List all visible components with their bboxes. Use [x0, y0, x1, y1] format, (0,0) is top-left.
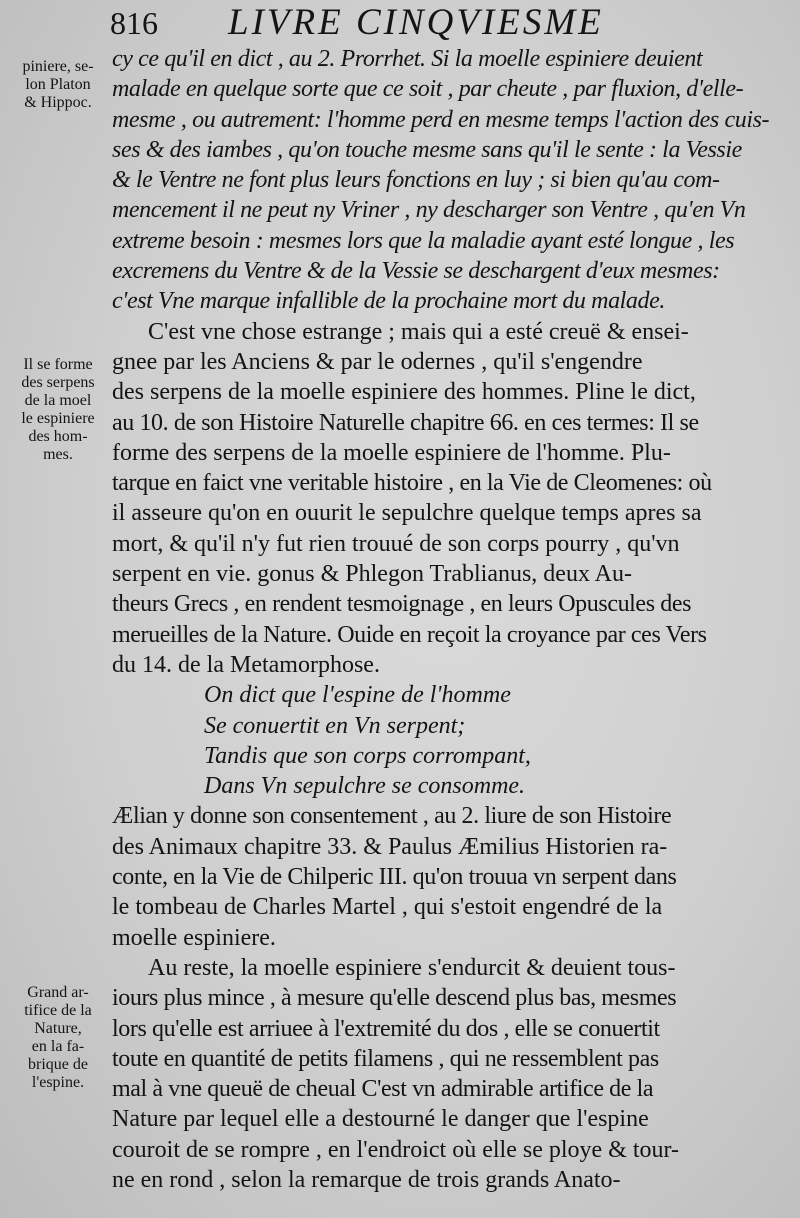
- text-line: mal à vne queuë de cheual C'est vn admirable artifice de la: [112, 1076, 654, 1103]
- text-line: extreme besoin : mesmes lors que la maladie ayant esté longue , les: [112, 227, 735, 254]
- text-line: malade en quelque sorte que ce soit , par cheute , par fluxion, d'elle-: [112, 76, 744, 103]
- margin-note-line: des hom-: [28, 428, 88, 445]
- text-line: le tombeau de Charles Martel , qui s'estoit engendré de la: [112, 894, 663, 921]
- text-line: excremens du Ventre & de la Vessie se deschargent d'eux mesmes:: [112, 258, 720, 285]
- text-line: C'est vne chose estrange ; mais qui a esté creuë & ensei-: [148, 318, 689, 345]
- margin-note-line: & Hippoc.: [24, 94, 92, 111]
- verse-line: Tandis que son corps corrompant,: [204, 742, 531, 769]
- text-line: mort, & qu'il n'y fut rien trouué de son corps pourry , qu'vn: [112, 530, 680, 557]
- text-line: & le Ventre ne font plus leurs fonctions en luy ; si bien qu'au com-: [112, 167, 720, 194]
- text-line: cy ce qu'il en dict , au 2. Prorrhet. Si la moelle espiniere deuient: [112, 46, 703, 72]
- text-line: moelle espiniere.: [112, 924, 276, 951]
- text-line: theurs Grecs , en rendent tesmoignage , en leurs Opuscules des: [112, 591, 692, 618]
- margin-note-line: lon Platon: [25, 76, 91, 93]
- margin-note-line: en la fa-: [31, 1038, 85, 1055]
- margin-note-line: tifice de la: [24, 1002, 92, 1019]
- text-line: des Animaux chapitre 33. & Paulus Æmilius Historien ra-: [112, 833, 668, 860]
- margin-note-line: de la moel: [24, 392, 92, 409]
- text-line: serpent en vie. gonus & Phlegon Trablianus, deux Au-: [112, 561, 632, 588]
- text-line: mencement il ne peut ny Vriner , ny descharger son Ventre , qu'en Vn: [112, 197, 746, 224]
- margin-note-line: Nature,: [34, 1020, 82, 1037]
- text-line: ses & des iambes , qu'on touche mesme sans qu'il le sente : la Vessie: [112, 136, 742, 163]
- text-line: gnee par les Anciens & par le odernes , qu'il s'engendre: [112, 348, 643, 375]
- margin-note-line: Il se forme: [23, 356, 93, 373]
- text-line: Au reste, la moelle espiniere s'endurcit & deuient tous-: [148, 954, 676, 981]
- text-line: des serpens de la moelle espiniere des hommes. Pline le dict,: [112, 379, 696, 406]
- text-line: au 10. de son Histoire Naturelle chapitre 66. en ces termes: Il se: [112, 409, 699, 436]
- verse-line: Dans Vn sepulchre se consomme.: [204, 773, 526, 800]
- margin-note-platon: [6, 58, 110, 112]
- text-line: merueilles de la Nature. Ouide en reçoit la croyance par ces Vers: [112, 621, 707, 648]
- text-line: toute en quantité de petits filamens , qui ne ressemblent pas: [112, 1045, 659, 1072]
- text-line: tarque en faict vne veritable histoire , en la Vie de Cleomenes: où: [112, 470, 712, 497]
- text-line: forme des serpens de la moelle espiniere de l'homme. Plu-: [112, 439, 671, 466]
- page-number: 816: [110, 5, 158, 41]
- margin-note-line: le espiniere: [21, 410, 95, 427]
- margin-note-line: brique de: [28, 1056, 88, 1073]
- text-line: mesme , ou autrement: l'homme perd en mesme temps l'action des cuis-: [112, 106, 770, 133]
- margin-note-line: mes.: [43, 446, 73, 463]
- text-line: lors qu'elle est arriuee à l'extremité du dos , elle se conuertit: [112, 1015, 660, 1042]
- page-header: [0, 2, 800, 46]
- verse-line: Se conuertit en Vn serpent;: [204, 712, 466, 739]
- margin-note-artifice: [6, 984, 110, 1092]
- text-line: conte, en la Vie de Chilperic III. qu'on trouua vn serpent dans: [112, 864, 677, 891]
- margin-note-line: Grand ar-: [27, 984, 89, 1001]
- text-line: Ælian y donne son consentement , au 2. liure de son Histoire: [112, 803, 672, 830]
- margin-note-line: l'espine.: [31, 1074, 85, 1091]
- text-line: c'est Vne marque infallible de la prochaine mort du malade.: [112, 288, 665, 315]
- margin-note-line: piniere, se-: [22, 58, 94, 75]
- text-line: ne en rond , selon la remarque de trois grands Anato-: [112, 1166, 621, 1193]
- margin-note-line: des serpens: [21, 374, 95, 391]
- text-line: couroit de se rompre , en l'endroict où elle se ploye & tour-: [112, 1136, 679, 1163]
- main-text-column: [112, 44, 798, 1195]
- verse-line: On dict que l'espine de l'homme: [204, 682, 511, 709]
- running-head: LIVRE CINQVIESME: [228, 2, 604, 43]
- text-line: du 14. de la Metamorphose.: [112, 651, 380, 678]
- margin-note-serpens: [6, 356, 110, 464]
- text-line: iours plus mince , à mesure qu'elle descend plus bas, mesmes: [112, 985, 677, 1012]
- text-line: il asseure qu'on en ouurit le sepulchre quelque temps apres sa: [112, 500, 702, 527]
- text-line: Nature par lequel elle a destourné le danger que l'espine: [112, 1106, 649, 1133]
